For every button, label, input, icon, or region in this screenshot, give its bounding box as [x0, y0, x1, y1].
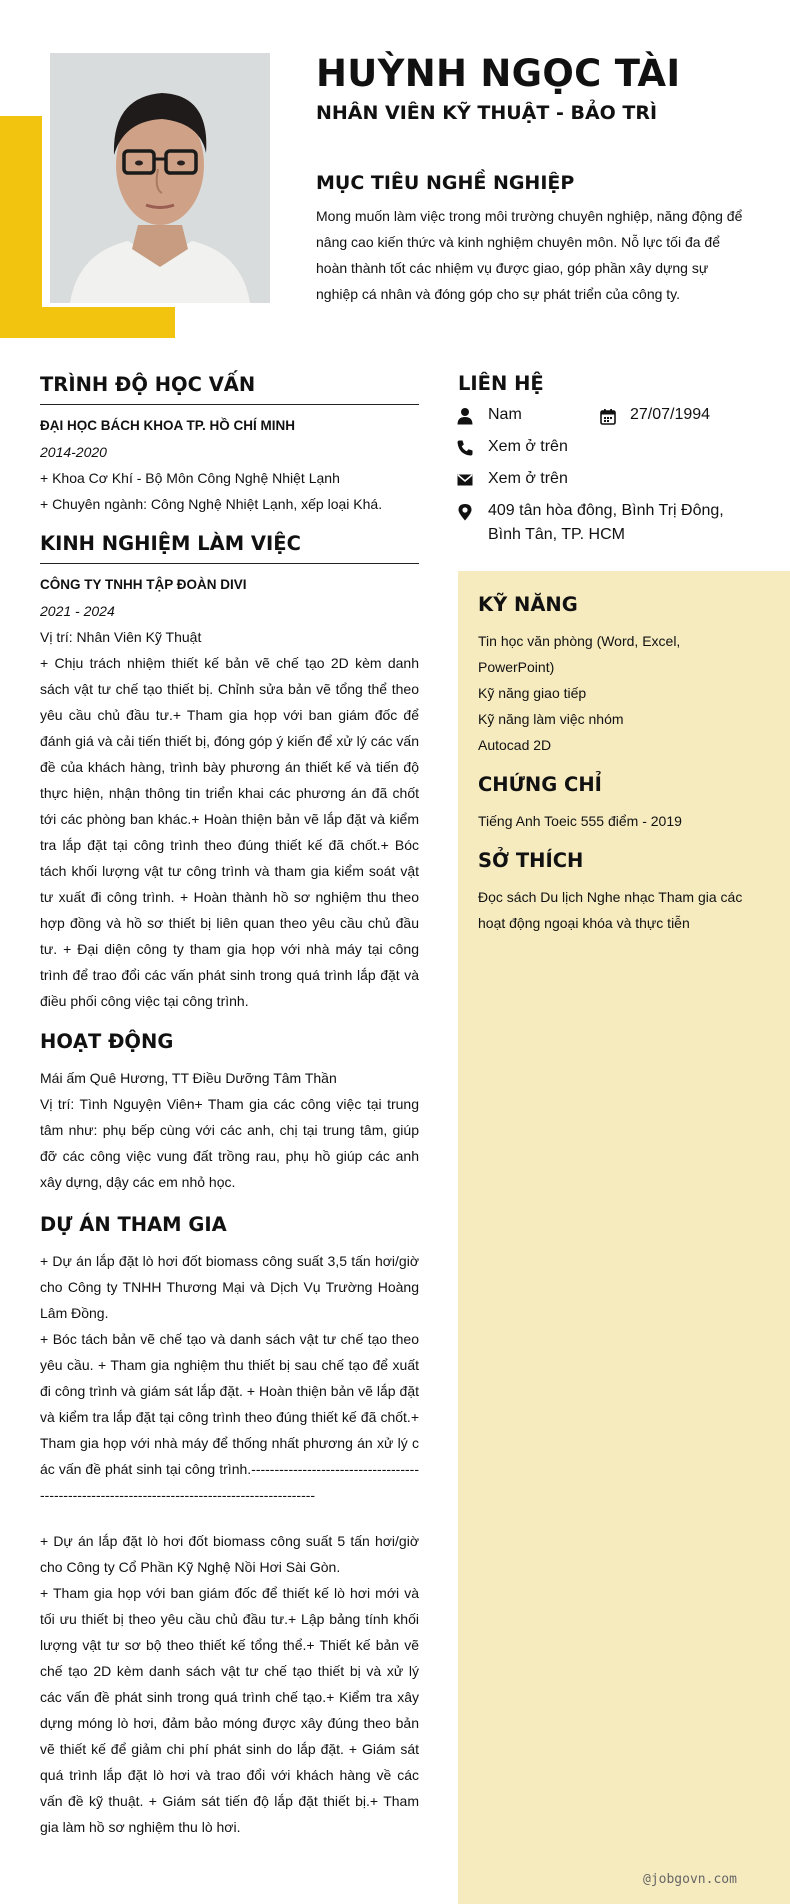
skill-item: Autocad 2D	[478, 737, 552, 753]
email-icon	[456, 471, 474, 489]
project-1-description: + Bóc tách bản vẽ chế tạo và danh sách vật tư chế tạo theo yêu cầu. + Tham gia nghiệm thu thiết bị sau chế tạo để xuất đi công trình và giám sát lắp đặt. + Hoàn thiện bản vẽ lắp đặt và kiểm tra lắp đặt tại công trình theo đúng thiết kế đã chốt.+ Tham gia họp với nhà máy để thống nhất phương án xử lý các vấn đề phát sinh tại công trình.-----------------------------------------------------------------------------------------------	[40, 1331, 419, 1503]
certificates-heading: CHỨNG CHỈ	[478, 773, 602, 796]
activities-heading: HOẠT ĐỘNG	[40, 1030, 174, 1053]
certificate-item: Tiếng Anh Toeic 555 điểm - 2019	[478, 813, 682, 829]
hobbies-text: Đọc sách Du lịch Nghe nhạc Tham gia các hoạt động ngoại khóa và thực tiễn	[478, 889, 743, 931]
education-school: ĐẠI HỌC BÁCH KHOA TP. HỒ CHÍ MINH	[40, 418, 296, 433]
education-line: + Khoa Cơ Khí - Bộ Môn Công Nghệ Nhiệt Lạnh	[40, 470, 340, 486]
skill-item: Tin học văn phòng (Word, Excel, PowerPoint)	[478, 633, 681, 675]
candidate-name: HUỲNH NGỌC TÀI	[316, 52, 681, 95]
activities-section	[40, 1030, 419, 1195]
activities-org: Mái ấm Quê Hương, TT Điều Dưỡng Tâm Thần	[40, 1070, 337, 1086]
profile-photo	[50, 53, 270, 303]
projects-heading: DỰ ÁN THAM GIA	[40, 1213, 227, 1236]
project-1-title: + Dự án lắp đặt lò hơi đốt biomass công suất 3,5 tấn hơi/giờ cho Công ty TNHH Thương Mại và Dịch Vụ Trường Hoàng Lâm Đồng.	[40, 1253, 419, 1321]
hobbies-section	[478, 849, 763, 936]
job-title: NHÂN VIÊN KỸ THUẬT - BẢO TRÌ	[316, 102, 658, 124]
skill-item: Kỹ năng giao tiếp	[478, 685, 587, 701]
skills-heading: KỸ NĂNG	[478, 593, 578, 616]
contact-email: Xem ở trên	[488, 470, 568, 487]
phone-icon	[456, 439, 474, 457]
experience-years: 2021 - 2024	[40, 603, 115, 619]
portrait-illustration	[50, 53, 270, 303]
hobbies-heading: SỞ THÍCH	[478, 849, 584, 872]
contact-dob: 27/07/1994	[630, 406, 711, 423]
activities-description: Vị trí: Tình Nguyện Viên+ Tham gia các công việc tại trung tâm như: phụ bếp cùng với các anh, chị tại trung tâm, giúp đỡ các công việc vung đất trồng rau, phụ hồ giúp các anh xây dựng, dậy các em nhỏ học.	[40, 1096, 419, 1190]
person-icon	[456, 407, 474, 425]
education-line: + Chuyên ngành: Công Nghệ Nhiệt Lạnh, xếp loại Khá.	[40, 496, 383, 512]
contact-address: 409 tân hòa đông, Bình Trị Đông, Bình Tân, TP. HCM	[488, 502, 724, 543]
objective-text: Mong muốn làm việc trong môi trường chuyên nghiệp, năng động để nâng cao kiến thức và kinh nghiệm chuyên môn. Nỗ lực tối đa để hoàn thành tốt các nhiệm vụ được giao, góp phần xây dựng sự nghiệp cá nhân và đóng góp cho sự phát triển của công ty.	[316, 208, 743, 302]
experience-company: CÔNG TY TNHH TẬP ĐOÀN DIVI	[40, 577, 247, 592]
watermark: @jobgovn.com	[643, 1872, 737, 1887]
skills-section	[478, 593, 738, 758]
objective-heading: MỤC TIÊU NGHỀ NGHIỆP	[316, 172, 575, 194]
education-section	[40, 373, 419, 517]
contact-heading: LIÊN HỆ	[458, 372, 544, 395]
experience-position: Vị trí: Nhân Viên Kỹ Thuật	[40, 629, 202, 645]
certificates-section	[478, 773, 748, 834]
project-2-description: + Tham gia họp với ban giám đốc để thiết kế lò hơi mới và tối ưu thiết bị theo yêu cầu chủ đầu tư.+ Lập bảng tính khối lượng vật tư sơ bộ theo thiết kế tổng thể.+ Thiết kế bản vẽ chế tạo 2D kèm danh sách vật tư chế tạo thiết bị và xử lý các vấn đề phát sinh trong quá trình chế tạo.+ Kiểm tra xây dựng móng lò hơi, đảm bảo móng được xây đúng theo bản vẽ thiết kế để giảm chi phí phát sinh do lắp đặt. + Giám sát quá trình lắp đặt lò hơi và trao đổi với khách hàng về các vấn đề kỹ thuật. + Giám sát tiến độ lắp đặt thiết bị.+ Tham gia làm hồ sơ nghiệm thu lò hơi.	[40, 1585, 419, 1835]
contact-gender: Nam	[488, 406, 522, 423]
skills-panel	[458, 571, 790, 1904]
project-2-title: + Dự án lắp đặt lò hơi đốt biomass công suất 5 tấn hơi/giờ cho Công ty Cổ Phần Kỹ Nghệ Nồi Hơi Sài Gòn.	[40, 1533, 419, 1575]
experience-description: + Chịu trách nhiệm thiết kế bản vẽ chế tạo 2D kèm danh sách vật tư chế tạo thiết bị. Chỉnh sửa bản vẽ tổng thể theo yêu cầu chủ đầu tư.+ Tham gia họp với ban giám đốc để đánh giá và cải tiến thiết bị, đóng góp ý kiến để xử lý các vấn đề của khách hàng, trình bày phương án thiết kế và tiến độ thực hiện, nhận thông tin triển khai các phương án đã chốt tới các phòng ban khác.+ Hoàn thiện bản vẽ lắp đặt và kiểm tra lắp đặt tại công trình theo đúng thiết kế đã chốt.+ Bóc tách khối lượng vật tư công trình và tham gia kiểm soát vật tư xuất đi công trình. + Hoàn thành hồ sơ nghiệm thu theo hợp đồng và hồ sơ thiết bị liên quan theo yêu cầu chủ đầu tư. + Đại diện công ty tham gia họp với nhà máy tại công trình để trao đổi các vấn phát sinh trong quá trình lắp đặt và điều phối công việc tại công trình.	[40, 655, 419, 1009]
location-icon	[456, 503, 474, 521]
education-heading: TRÌNH ĐỘ HỌC VẤN	[40, 373, 419, 405]
projects-section	[40, 1213, 419, 1840]
education-years: 2014-2020	[40, 444, 107, 460]
experience-section	[40, 532, 419, 1014]
experience-heading: KINH NGHIỆM LÀM VIỆC	[40, 532, 419, 564]
contact-phone: Xem ở trên	[488, 438, 568, 455]
skill-item: Kỹ năng làm việc nhóm	[478, 711, 624, 727]
calendar-icon	[599, 408, 617, 426]
